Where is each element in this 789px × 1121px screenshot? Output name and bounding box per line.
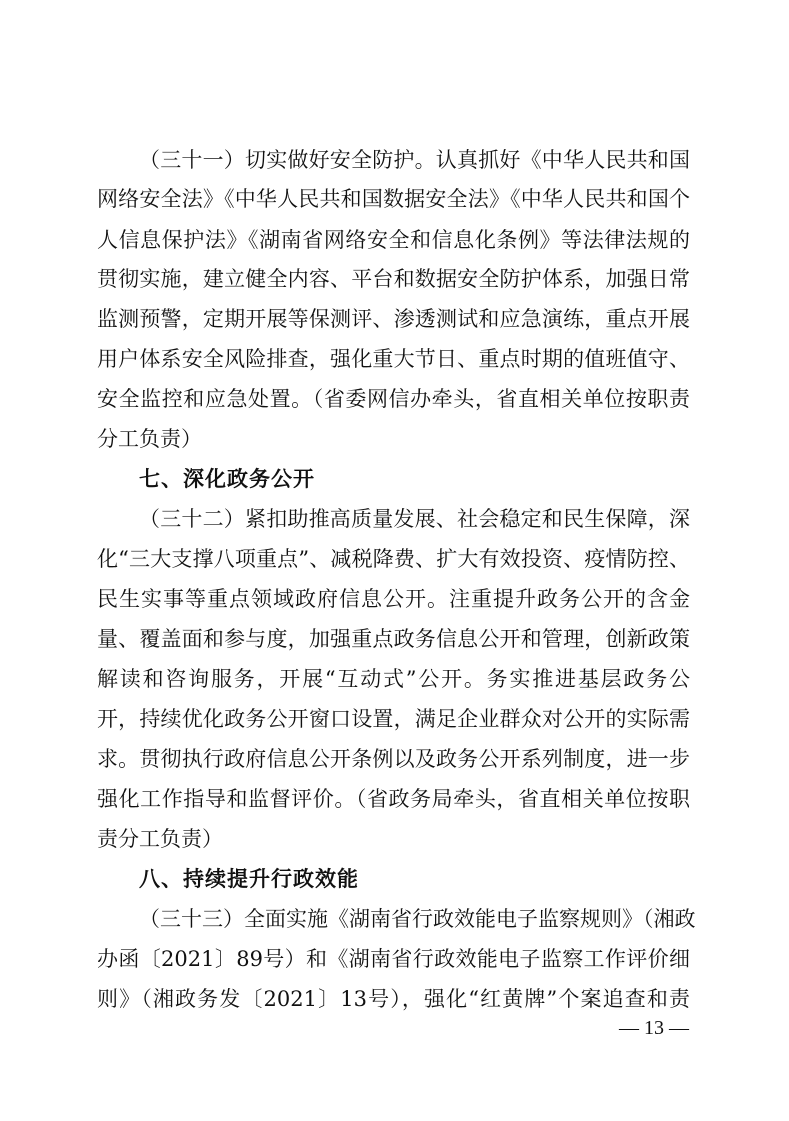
paragraph-32-line-7: 求。贯彻执行政府信息公开条例以及政务公开系列制度，进一步 bbox=[97, 747, 690, 771]
paragraph-32-line-2: 化“三大支撑八项重点”、减税降费、扩大有效投资、疫情防控、 bbox=[97, 547, 690, 571]
paragraph-31-line-7: 安全监控和应急处置。（省委网信办牵头，省直相关单位按职责 bbox=[97, 387, 690, 411]
paragraph-33-line-3: 则》（湘政务发〔2021〕13号），强化“红黄牌”个案追查和责 bbox=[97, 987, 690, 1011]
page-number: — 13 — bbox=[619, 1017, 689, 1039]
paragraph-31-line-8: 分工负责） bbox=[97, 427, 202, 451]
paragraph-32-line-9: 责分工负责） bbox=[97, 827, 223, 851]
paragraph-31-line-5: 监测预警，定期开展等保测评、渗透测试和应急演练，重点开展 bbox=[97, 307, 690, 331]
paragraph-31-line-2: 网络安全法》《中华人民共和国数据安全法》《中华人民共和国个 bbox=[97, 187, 690, 211]
paragraph-32-line-4: 量、覆盖面和参与度，加强重点政务信息公开和管理，创新政策 bbox=[97, 627, 690, 651]
section-heading-8: 八、持续提升行政效能 bbox=[139, 867, 359, 891]
paragraph-31-line-6: 用户体系安全风险排查，强化重大节日、重点时期的值班值守、 bbox=[97, 347, 690, 371]
paragraph-32-line-6: 开，持续优化政务公开窗口设置，满足企业群众对公开的实际需 bbox=[97, 707, 690, 731]
paragraph-31-line-3: 人信息保护法》《湖南省网络安全和信息化条例》等法律法规的 bbox=[97, 228, 690, 252]
paragraph-32-line-3: 民生实事等重点领域政府信息公开。注重提升政务公开的含金 bbox=[97, 587, 690, 611]
paragraph-32-line-1: （三十二）紧扣助推高质量发展、社会稳定和民生保障，深 bbox=[139, 507, 690, 531]
paragraph-31-line-1: （三十一）切实做好安全防护。认真抓好《中华人民共和国 bbox=[139, 148, 690, 172]
paragraph-33-line-1: （三十三）全面实施《湖南省行政效能电子监察规则》（湘政 bbox=[139, 907, 696, 931]
section-heading-7: 七、深化政务公开 bbox=[139, 467, 315, 491]
paragraph-32-line-8: 强化工作指导和监督评价。（省政务局牵头，省直相关单位按职 bbox=[97, 787, 690, 811]
paragraph-33-line-2: 办函〔2021〕89号）和《湖南省行政效能电子监察工作评价细 bbox=[97, 947, 690, 971]
paragraph-31-line-4: 贯彻实施，建立健全内容、平台和数据安全防护体系，加强日常 bbox=[97, 267, 690, 291]
paragraph-32-line-5: 解读和咨询服务，开展“互动式”公开。务实推进基层政务公 bbox=[97, 667, 690, 691]
